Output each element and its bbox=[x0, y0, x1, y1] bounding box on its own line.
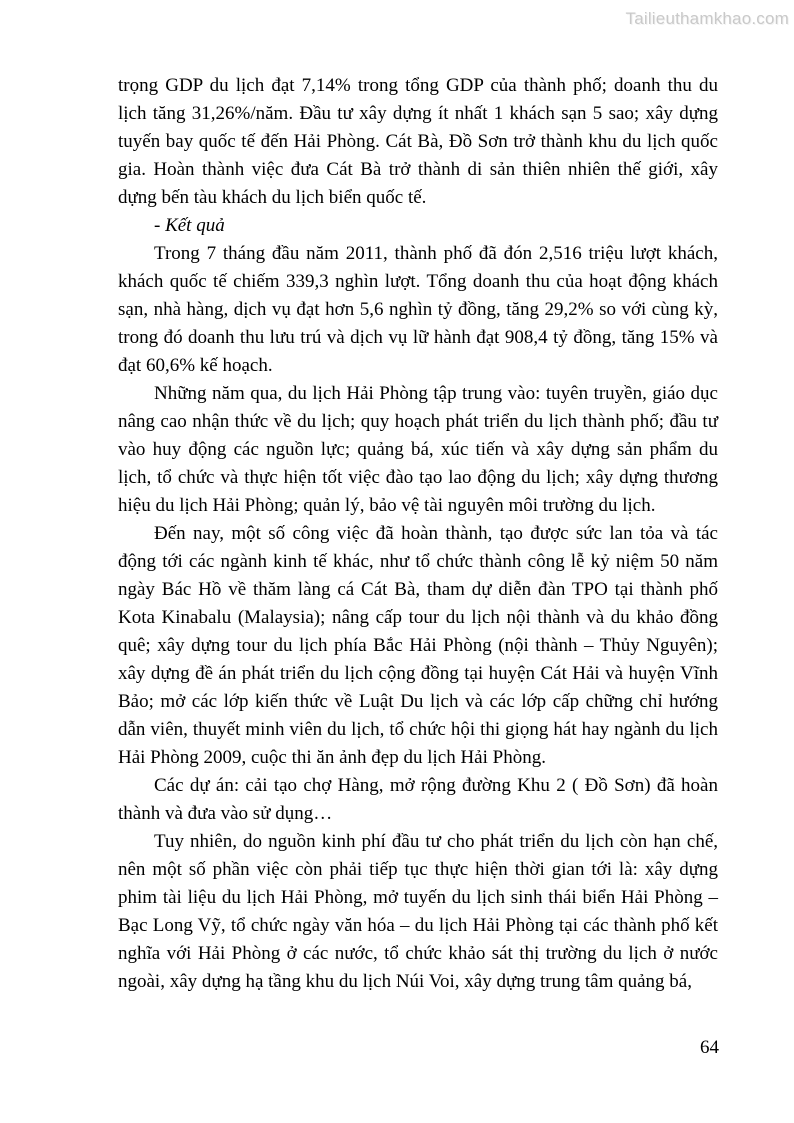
paragraph-continuation: trọng GDP du lịch đạt 7,14% trong tổng GDP của thành phố; doanh thu du lịch tăng 31,26%/năm. Đầu tư xây dựng ít nhất 1 khách sạn 5 sao; xây dựng tuyến bay quốc tế đến Hải Phòng. Cát Bà, Đồ Sơn trở thành khu du lịch quốc gia. Hoàn thành việc đưa Cát Bà trở thành di sản thiên nhiên thế giới, xây dựng bến tàu khách du lịch biển quốc tế. bbox=[118, 75, 718, 208]
watermark-text: Tailieuthamkhao.com bbox=[625, 9, 789, 28]
subheading-ket-qua: - Kết quả bbox=[154, 215, 225, 236]
document-body bbox=[118, 72, 718, 996]
paragraph-projects: Các dự án: cải tạo chợ Hàng, mở rộng đường Khu 2 ( Đồ Sơn) đã hoàn thành và đưa vào sử dụng… bbox=[118, 775, 718, 824]
paragraph-results: Trong 7 tháng đầu năm 2011, thành phố đã đón 2,516 triệu lượt khách, khách quốc tế chiếm 339,3 nghìn lượt. Tổng doanh thu của hoạt động khách sạn, nhà hàng, dịch vụ đạt hơn 5,6 nghìn tỷ đồng, tăng 29,2% so với cùng kỳ, trong đó doanh thu lưu trú và dịch vụ lữ hành đạt 908,4 tỷ đồng, tăng 15% và đạt 60,6% kế hoạch. bbox=[118, 243, 718, 376]
paragraph-focus-areas: Những năm qua, du lịch Hải Phòng tập trung vào: tuyên truyền, giáo dục nâng cao nhận thức về du lịch; quy hoạch phát triển du lịch thành phố; đầu tư vào huy động các nguồn lực; quảng bá, xúc tiến và xây dựng sản phẩm du lịch, tổ chức và thực hiện tốt việc đào tạo lao động du lịch; xây dựng thương hiệu du lịch Hải Phòng; quản lý, bảo vệ tài nguyên môi trường du lịch. bbox=[118, 383, 718, 516]
paragraph-limitations: Tuy nhiên, do nguồn kinh phí đầu tư cho phát triển du lịch còn hạn chế, nên một số phần việc còn phải tiếp tục thực hiện thời gian tới là: xây dựng phim tài liệu du lịch Hải Phòng, mở tuyến du lịch sinh thái biển Hải Phòng – Bạc Long Vỹ, tổ chức ngày văn hóa – du lịch Hải Phòng tại các thành phố kết nghĩa với Hải Phòng ở các nước, tổ chức khảo sát thị trường du lịch ở nước ngoài, xây dựng hạ tầng khu du lịch Núi Voi, xây dựng trung tâm quảng bá, bbox=[118, 831, 718, 992]
page-number: 64 bbox=[700, 1037, 719, 1058]
paragraph-completed-works: Đến nay, một số công việc đã hoàn thành, tạo được sức lan tỏa và tác động tới các ngành kinh tế khác, như tổ chức thành công lễ kỷ niệm 50 năm ngày Bác Hồ về thăm làng cá Cát Bà, tham dự diễn đàn TPO tại thành phố Kota Kinabalu (Malaysia); nâng cấp tour du lịch nội thành và du khảo đồng quê; xây dựng tour du lịch phía Bắc Hải Phòng (nội thành – Thủy Nguyên); xây dựng đề án phát triển du lịch cộng đồng tại huyện Cát Hải và huyện Vĩnh Bảo; mở các lớp kiến thức về Luật Du lịch và các lớp cấp chững chỉ hướng dẫn viên, thuyết minh viên du lịch, tổ chức hội thi giọng hát hay ngành du lịch Hải Phòng 2009, cuộc thi ăn ảnh đẹp du lịch Hải Phòng. bbox=[118, 523, 718, 768]
